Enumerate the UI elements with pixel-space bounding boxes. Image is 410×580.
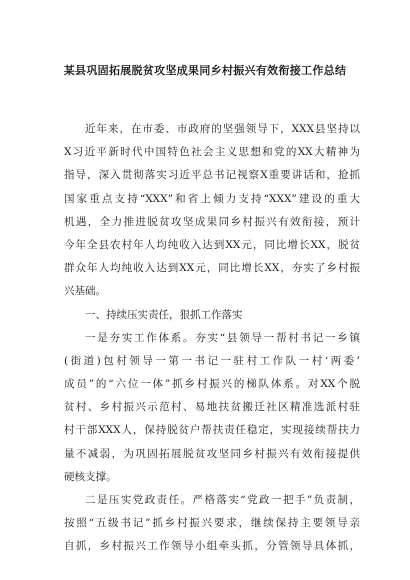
- paragraph-line: 自抓，乡村振兴工作领导小组牵头抓，分管领导具体抓，: [64, 540, 360, 553]
- paragraph-line: 一是夯实工作体系。夯实“县领导一帮村书记一乡镇: [85, 331, 360, 344]
- paragraph-line: 按照“五级书记”抓乡村振兴要求，继续保持主要领导亲: [64, 517, 360, 530]
- paragraph-line: 硬核支撑。: [64, 470, 117, 483]
- paragraph-line: 群众年人均纯收入达到XX元，同比增长XX，夯实了乡村振: [64, 262, 360, 275]
- paragraph-line: 近年来，在市委、市政府的坚强领导下，XXX县坚持以: [85, 123, 360, 135]
- paragraph-line: 量不减弱，为巩固拓展脱贫攻坚同乡村振兴有效衔接提供: [64, 447, 360, 460]
- section-heading: 一、持续压实责任，狠抓工作落实: [85, 308, 243, 321]
- document-title: 某县巩固拓展脱贫攻坚成果同乡村振兴有效衔接工作总结: [63, 64, 347, 77]
- paragraph-line: 机遇，全力推进脱贫攻坚成果同乡村振兴有效衔接，预计: [64, 215, 360, 228]
- paragraph-line: X习近平新时代中国特色社会主义思想和党的XX大精神为: [64, 146, 360, 159]
- paragraph-line: 兴基础。: [64, 285, 106, 298]
- document-body: [64, 118, 360, 559]
- paragraph-line: 成员”的“六位一体”抓乡村振兴的梯队体系。对XX个脱: [64, 378, 360, 391]
- paragraph-line: 指导，深入贯彻落实习近平总书记视察X重要讲话和，抢抓: [64, 169, 360, 182]
- paragraph-line: (街道)包村领导一第一书记一驻村工作队一村‘两委’: [64, 354, 360, 367]
- paragraph-line: 今年全县农村年人均纯收入达到XX元，同比增长XX，脱贫: [64, 238, 360, 251]
- paragraph-line: 国家重点支持“XXX”和省上倾力支持“XXX”建设的重大: [64, 192, 360, 205]
- paragraph-line: 二是压实党政责任。严格落实“党政一把手”负责制，: [85, 494, 360, 506]
- paragraph-line: 贫村、乡村振兴示范村、易地扶贫搬迁社区精准选派村驻: [64, 401, 360, 414]
- paragraph-line: 村干部XXX人，保持脱贫户帮扶责任稳定，实现接续帮扶力: [64, 424, 360, 437]
